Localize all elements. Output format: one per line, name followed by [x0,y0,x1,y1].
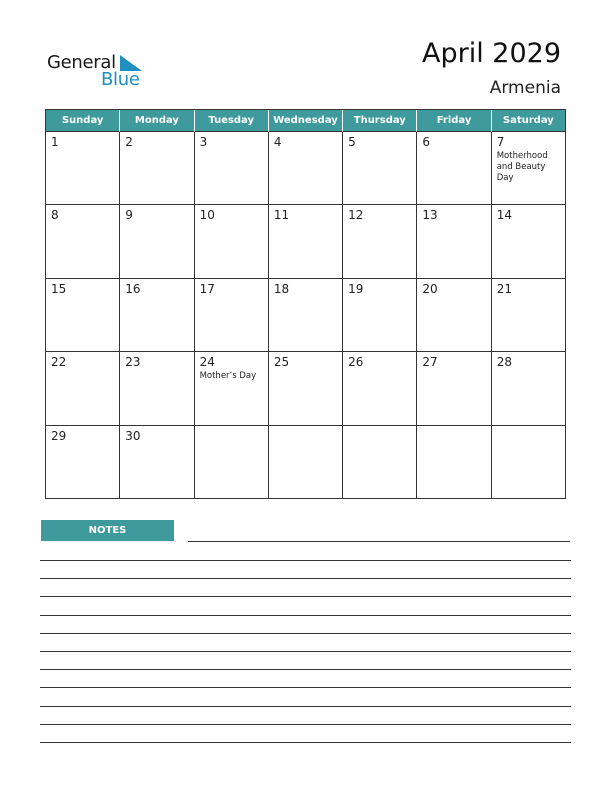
notes-label: NOTES [41,520,174,541]
day-cell[interactable] [417,132,491,205]
day-cell[interactable] [269,279,343,352]
day-cell[interactable] [343,426,417,499]
day-cell[interactable] [492,352,566,425]
day-cell[interactable] [269,426,343,499]
day-cell[interactable] [417,426,491,499]
weekday-header: Wednesday [269,110,343,132]
notes-line [40,687,571,688]
day-cell[interactable] [120,352,194,425]
weekday-header: Tuesday [195,110,269,132]
day-number: 23 [125,355,141,370]
day-number: 24 [199,355,215,370]
day-cell[interactable] [195,352,269,425]
day-cell[interactable] [120,426,194,499]
day-number: 6 [422,135,431,149]
day-cell[interactable] [343,132,417,205]
month-title: April 2029 [421,38,561,69]
day-cell[interactable] [195,279,269,352]
notes-line [40,578,571,579]
day-number: 18 [273,281,290,296]
notes-line [40,560,571,561]
day-cell[interactable] [492,205,566,278]
weekday-header: Friday [417,110,491,132]
logo [47,52,147,92]
day-cell[interactable] [46,205,120,278]
logo-text-general: General [47,52,116,73]
weekday-header: Sunday [46,110,120,132]
day-cell[interactable] [46,279,120,352]
day-number: 17 [199,281,215,296]
day-number: 15 [51,281,67,296]
holiday-label: Motherhood and Beauty Day [496,151,548,183]
day-cell[interactable] [195,205,269,278]
day-cell[interactable] [343,205,417,278]
logo-text-blue: Blue [101,69,140,90]
weekday-header: Saturday [492,110,566,132]
day-cell[interactable] [492,426,566,499]
day-number: 7 [496,135,505,149]
notes-line [40,596,571,597]
day-number: 20 [422,281,438,296]
day-cell[interactable] [120,205,194,278]
day-cell[interactable] [46,352,120,425]
day-cell[interactable] [417,279,491,352]
day-number: 29 [51,428,67,443]
day-cell[interactable] [492,132,566,205]
notes-line [188,541,570,542]
day-number: 8 [51,208,59,223]
day-number: 4 [273,135,282,149]
day-number: 28 [496,355,512,370]
day-cell[interactable] [269,352,343,425]
day-cell[interactable] [417,205,491,278]
day-number: 1 [51,135,59,149]
day-number: 14 [496,208,512,223]
day-cell[interactable] [417,352,491,425]
day-number: 25 [273,355,290,370]
notes-line [40,706,571,707]
day-number: 9 [125,208,133,223]
notes-line [40,669,571,670]
weekday-header: Thursday [343,110,417,132]
day-number: 21 [496,281,512,296]
day-cell[interactable] [120,132,194,205]
day-cell[interactable] [343,352,417,425]
day-number: 19 [348,281,364,296]
day-number: 10 [199,208,215,223]
day-cell[interactable] [195,426,269,499]
day-cell[interactable] [269,205,343,278]
day-number: 13 [422,208,438,223]
country-name: Armenia [489,78,561,98]
day-number: 30 [125,428,141,443]
holiday-label: Mother’s Day [199,371,257,382]
day-number: 27 [422,355,438,370]
notes-line [40,633,571,634]
day-number: 26 [348,355,364,370]
day-number: 12 [348,208,364,223]
notes-line [40,651,571,652]
day-cell[interactable] [195,132,269,205]
calendar-grid [45,109,566,499]
day-cell[interactable] [46,132,120,205]
day-cell[interactable] [120,279,194,352]
day-number: 16 [125,281,141,296]
day-number: 3 [199,135,208,149]
weekday-header: Monday [120,110,194,132]
day-number: 22 [51,355,67,370]
day-number: 11 [273,208,290,223]
notes-line [40,742,571,743]
day-cell[interactable] [269,132,343,205]
day-cell[interactable] [46,426,120,499]
day-cell[interactable] [492,279,566,352]
day-number: 2 [125,135,133,149]
notes-line [40,615,571,616]
notes-line [40,724,571,725]
day-number: 5 [348,135,356,149]
day-cell[interactable] [343,279,417,352]
